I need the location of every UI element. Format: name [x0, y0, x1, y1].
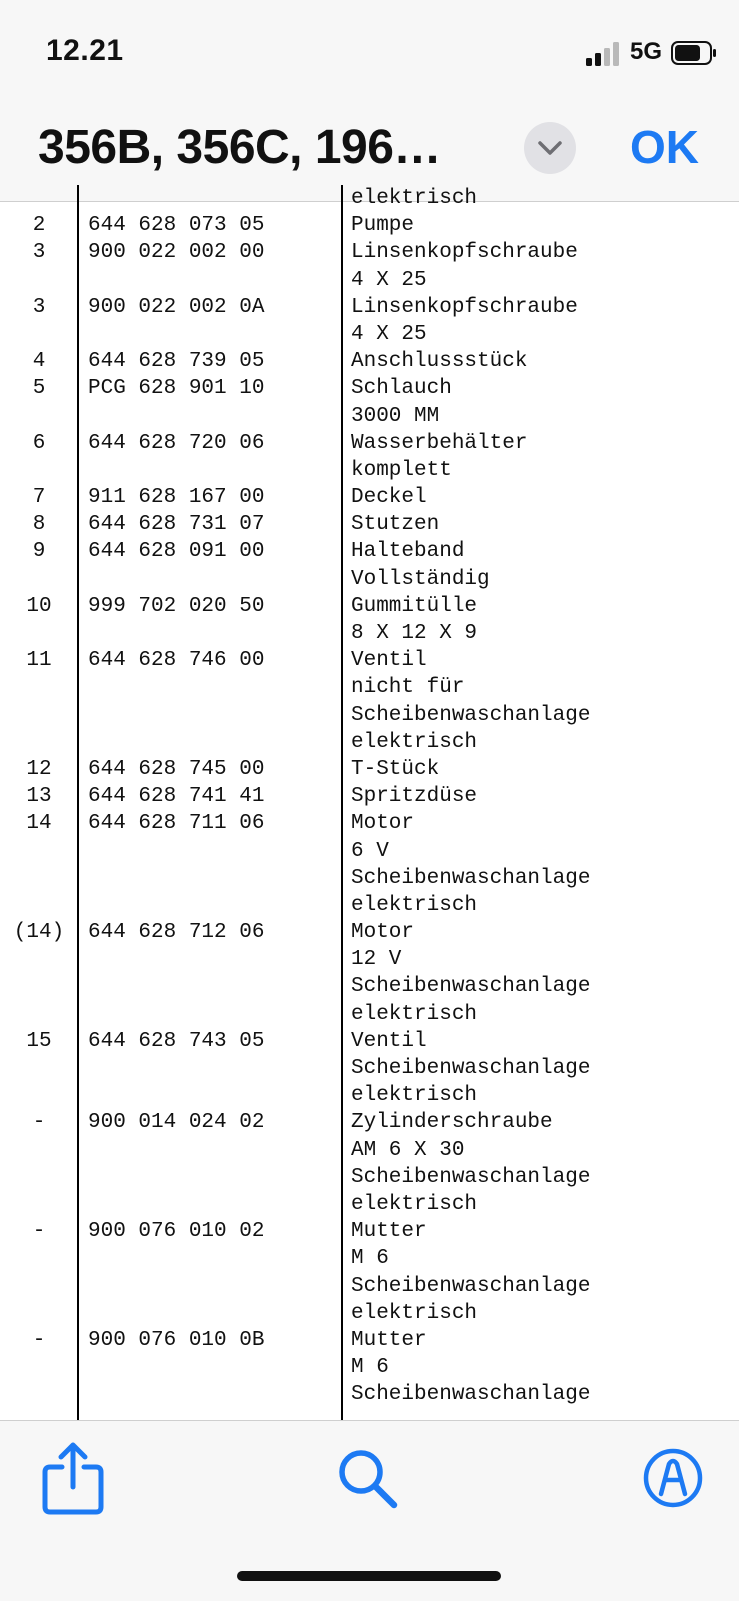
part-number: 644 628 739 05 [88, 350, 265, 374]
description-line: Mutter [351, 1328, 427, 1352]
part-description [351, 783, 739, 810]
description-line: Scheibenwaschanlage [351, 703, 591, 727]
table-row [0, 484, 739, 511]
part-description [351, 647, 739, 756]
position-number: 14 [26, 812, 52, 836]
part-description [351, 538, 739, 592]
part-number: 644 628 731 07 [88, 513, 265, 537]
description-line: Vollständig [351, 567, 490, 591]
position-number: 8 [32, 513, 46, 537]
description-line: Linsenkopfschraube [351, 295, 578, 319]
description-line: M 6 [351, 1356, 389, 1380]
part-number: PCG 628 901 10 [88, 377, 265, 401]
description-line: Scheibenwaschanlage [351, 975, 591, 999]
ok-button[interactable]: OK [630, 121, 699, 173]
document-view[interactable] [0, 187, 739, 1420]
description-line: 3000 MM [351, 404, 440, 428]
part-number: 999 702 020 50 [88, 594, 265, 618]
description-line: Ventil [351, 649, 427, 673]
position-number: 3 [32, 241, 46, 265]
position-number: 15 [26, 1029, 52, 1053]
description-line: Gummitülle [351, 594, 478, 618]
description-line: Scheibenwaschanlage [351, 1383, 591, 1407]
part-number: 644 628 091 00 [88, 540, 265, 564]
description-line: elektrisch [351, 730, 478, 754]
part-description [351, 511, 739, 538]
table-row [0, 1218, 739, 1327]
part-description [351, 430, 739, 484]
part-description [351, 1028, 739, 1110]
part-number: 644 628 720 06 [88, 431, 265, 455]
description-line: elektrisch [351, 187, 478, 210]
description-line: Scheibenwaschanlage [351, 1057, 591, 1080]
table-row [0, 294, 739, 348]
description-line: Pumpe [351, 214, 415, 238]
position-number: 9 [32, 540, 46, 564]
position-number: 5 [32, 377, 46, 401]
position-number: 12 [26, 757, 52, 781]
part-description [351, 1218, 739, 1327]
part-description [351, 212, 739, 239]
table-row [0, 348, 739, 375]
document-title[interactable]: 356B, 356C, 196… [38, 121, 441, 174]
part-number: 644 628 746 00 [88, 649, 265, 673]
chevron-down-icon [537, 137, 563, 159]
description-line: 12 V [351, 948, 402, 972]
table-row [0, 185, 739, 212]
table-row [0, 1109, 739, 1218]
part-description [351, 810, 739, 919]
share-icon[interactable] [40, 1441, 106, 1517]
description-line: Linsenkopfschraube [351, 241, 578, 265]
position-number: 11 [26, 649, 52, 673]
part-description [351, 185, 739, 212]
part-description [351, 919, 739, 1028]
search-icon[interactable] [336, 1447, 400, 1511]
part-description [351, 756, 739, 783]
part-number: 900 014 024 02 [88, 1111, 265, 1135]
part-number: 644 628 741 41 [88, 785, 265, 809]
description-line: Deckel [351, 486, 427, 510]
description-line: Motor [351, 921, 415, 945]
table-row [0, 239, 739, 293]
part-number: 900 076 010 02 [88, 1220, 265, 1244]
description-line: elektrisch [351, 1002, 478, 1026]
description-line: Schlauch [351, 377, 452, 401]
description-line: komplett [351, 458, 452, 482]
description-line: elektrisch [351, 1192, 478, 1216]
table-row [0, 1327, 739, 1409]
description-line: T-Stück [351, 757, 440, 781]
part-description [351, 484, 739, 511]
position-number: - [32, 1111, 46, 1135]
table-row [0, 1028, 739, 1110]
part-description [351, 375, 739, 429]
title-menu-button[interactable] [524, 122, 576, 174]
description-line: elektrisch [351, 1084, 478, 1108]
description-line: elektrisch [351, 1301, 478, 1325]
part-number: 911 628 167 00 [88, 486, 265, 510]
description-line: Spritzdüse [351, 785, 478, 809]
description-line: 8 X 12 X 9 [351, 622, 478, 645]
part-description [351, 1327, 739, 1409]
part-description [351, 1109, 739, 1218]
parts-rows [0, 185, 739, 1408]
description-line: 4 X 25 [351, 322, 427, 346]
description-line: Halteband [351, 540, 465, 564]
part-number: 644 628 073 05 [88, 214, 265, 238]
position-number: - [32, 1220, 46, 1244]
cellular-signal-icon [586, 42, 620, 66]
part-number: 644 628 743 05 [88, 1029, 265, 1053]
position-number: 10 [26, 594, 52, 618]
table-row [0, 810, 739, 919]
part-description [351, 294, 739, 348]
description-line: Scheibenwaschanlage [351, 866, 591, 890]
table-row [0, 538, 739, 592]
home-indicator[interactable] [237, 1571, 501, 1581]
description-line: Motor [351, 812, 415, 836]
part-number: 900 022 002 00 [88, 241, 265, 265]
description-line: Zylinderschraube [351, 1111, 553, 1135]
description-line: Mutter [351, 1220, 427, 1244]
status-bar [0, 0, 739, 100]
position-number: 4 [32, 350, 46, 374]
table-row [0, 511, 739, 538]
network-type-label: 5G [630, 38, 663, 65]
table-row [0, 756, 739, 783]
description-line: Scheibenwaschanlage [351, 1274, 591, 1298]
part-description [351, 593, 739, 647]
position-number: 2 [32, 214, 46, 238]
position-number: (14) [13, 921, 65, 945]
description-line: 4 X 25 [351, 268, 427, 292]
part-description [351, 239, 739, 293]
table-row [0, 375, 739, 429]
position-number: 7 [32, 486, 46, 510]
table-row [0, 430, 739, 484]
description-line: Ventil [351, 1029, 427, 1053]
description-line: elektrisch [351, 893, 478, 917]
description-line: M 6 [351, 1247, 389, 1271]
position-number: 6 [32, 431, 46, 455]
position-number: 13 [26, 785, 52, 809]
part-number: 900 022 002 0A [88, 295, 265, 319]
description-line: 6 V [351, 839, 389, 863]
part-description [351, 348, 739, 375]
position-number: - [32, 1328, 46, 1352]
status-time: 12.21 [46, 34, 124, 67]
markup-icon[interactable] [642, 1447, 704, 1509]
table-row [0, 212, 739, 239]
description-line: Anschlussstück [351, 350, 528, 374]
parts-table [0, 185, 739, 1408]
part-number: 644 628 745 00 [88, 757, 265, 781]
table-row [0, 919, 739, 1028]
description-line: Stutzen [351, 513, 440, 537]
description-line: Wasserbehälter [351, 431, 528, 455]
battery-icon [671, 41, 717, 65]
description-line: AM 6 X 30 [351, 1138, 465, 1162]
table-row [0, 647, 739, 756]
part-number: 644 628 711 06 [88, 812, 265, 836]
part-number: 644 628 712 06 [88, 921, 265, 945]
table-row [0, 783, 739, 810]
description-line: nicht für [351, 676, 465, 700]
position-number: 3 [32, 295, 46, 319]
description-line: Scheibenwaschanlage [351, 1165, 591, 1189]
table-row [0, 593, 739, 647]
part-number: 900 076 010 0B [88, 1328, 265, 1352]
